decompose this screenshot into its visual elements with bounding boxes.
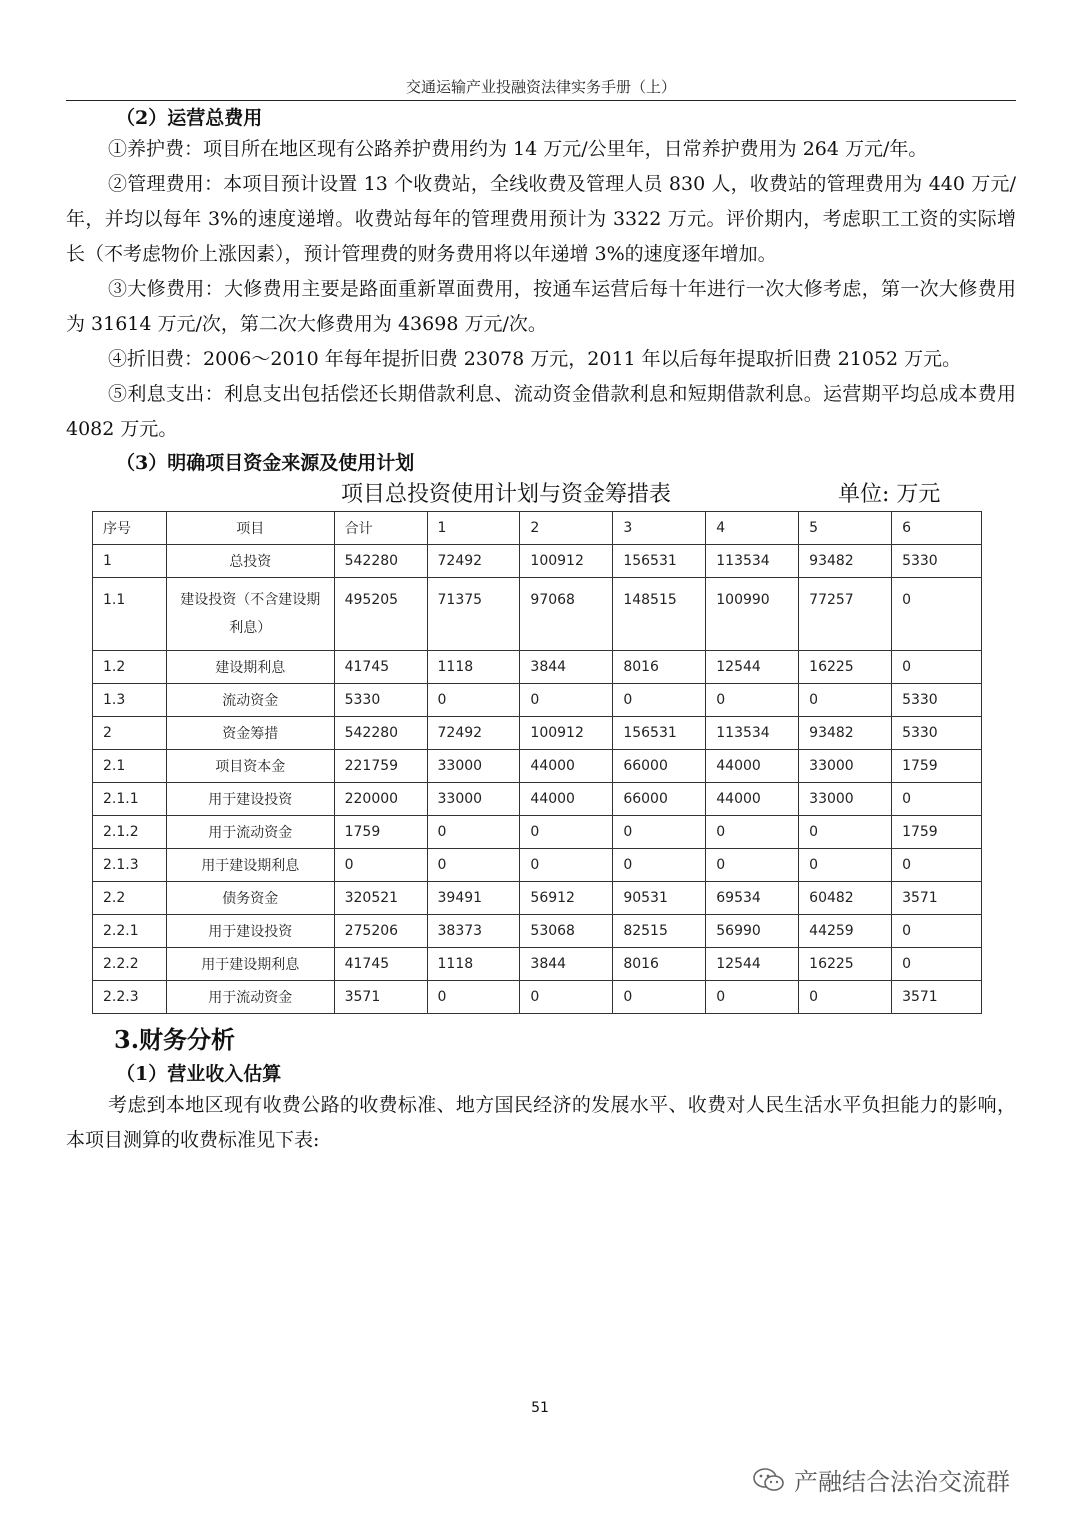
table-cell: 2.2.3 [93, 981, 167, 1014]
table-cell: 221759 [334, 750, 427, 783]
table-cell: 0 [799, 684, 892, 717]
table-cell: 1.2 [93, 651, 167, 684]
table-cell: 33000 [427, 750, 520, 783]
table-cell: 1 [93, 545, 167, 578]
table-cell: 2.1.2 [93, 816, 167, 849]
table-row [93, 882, 982, 915]
table-cell: 2 [93, 717, 167, 750]
table-cell: 69534 [706, 882, 799, 915]
table-cell: 56912 [520, 882, 613, 915]
table-cell: 2.1 [93, 750, 167, 783]
table-cell: 66000 [613, 750, 706, 783]
table-cell: 3844 [520, 948, 613, 981]
table-cell: 100912 [520, 545, 613, 578]
table-header-cell: 6 [892, 512, 982, 545]
paragraph-interest: ⑤利息支出：利息支出包括偿还长期借款利息、流动资金借款利息和短期借款利息。运营期平均总成本费用 4082 万元。 [66, 383, 1016, 440]
table-header-cell: 合计 [334, 512, 427, 545]
wechat-icon [752, 1466, 786, 1494]
table-row [93, 816, 982, 849]
paragraph-toll-standard: 考虑到本地区现有收费公路的收费标准、地方国民经济的发展水平、收费对人民生活水平负担能力的影响，本项目测算的收费标准见下表: [66, 1094, 1016, 1151]
watermark [752, 1462, 1010, 1497]
table-cell: 148515 [613, 578, 706, 651]
table-cell: 2.2.1 [93, 915, 167, 948]
table-cell: 0 [892, 578, 982, 651]
table-cell: 用于建设投资 [166, 915, 334, 948]
table-cell: 2.2 [93, 882, 167, 915]
table-cell: 0 [706, 684, 799, 717]
table-cell: 0 [520, 684, 613, 717]
table-cell: 33000 [799, 750, 892, 783]
table-cell: 0 [892, 783, 982, 816]
heading-operating-costs: （2）运营总费用 [116, 107, 263, 129]
table-cell: 8016 [613, 948, 706, 981]
table-header-cell: 项目 [166, 512, 334, 545]
table-cell: 3571 [334, 981, 427, 1014]
table-cell: 0 [799, 849, 892, 882]
table-cell: 0 [892, 948, 982, 981]
table-cell: 77257 [799, 578, 892, 651]
table-unit: 单位: 万元 [838, 482, 941, 507]
table-header-cell: 3 [613, 512, 706, 545]
header-rule [66, 100, 1016, 101]
paragraph-management: ②管理费用：本项目预计设置 13 个收费站，全线收费及管理人员 830 人，收费站的管理费用为 440 万元/年，并均以每年 3%的速度递增。收费站每年的管理费用预计为 3322 万元。评价期内，考虑职工工资的实际增长（不考虑物价上涨因素），预计管理费的财务费用将以年递增 3%的速度逐年增加。 [66, 173, 1016, 265]
table-cell: 542280 [334, 717, 427, 750]
table-cell: 0 [427, 981, 520, 1014]
table-cell: 0 [706, 981, 799, 1014]
watermark-text: 产融结合法治交流群 [794, 1468, 1010, 1496]
page-number: 51 [531, 1400, 549, 1416]
table-cell: 5330 [892, 717, 982, 750]
table-cell: 33000 [427, 783, 520, 816]
table-cell: 82515 [613, 915, 706, 948]
table-header-cell: 4 [706, 512, 799, 545]
table-row [93, 651, 982, 684]
table-header-cell: 2 [520, 512, 613, 545]
table-header-cell: 1 [427, 512, 520, 545]
table-cell: 495205 [334, 578, 427, 651]
investment-table [92, 511, 982, 1014]
table-cell: 72492 [427, 717, 520, 750]
table-header-cell: 5 [799, 512, 892, 545]
heading-revenue-estimate: （1）营业收入估算 [116, 1063, 282, 1085]
table-cell: 12544 [706, 948, 799, 981]
table-cell: 44000 [520, 783, 613, 816]
table-cell: 220000 [334, 783, 427, 816]
table-row [93, 717, 982, 750]
paragraph-overhaul: ③大修费用：大修费用主要是路面重新罩面费用，按通车运营后每十年进行一次大修考虑，第一次大修费用为 31614 万元/次，第二次大修费用为 43698 万元/次。 [66, 278, 1016, 335]
table-cell: 93482 [799, 717, 892, 750]
table-cell: 0 [799, 816, 892, 849]
table-title: 项目总投资使用计划与资金筹措表 [341, 482, 672, 507]
table-row [93, 684, 982, 717]
table-row [93, 981, 982, 1014]
table-cell: 0 [520, 981, 613, 1014]
paragraph-maintenance: ①养护费：项目所在地区现有公路养护费用约为 14 万元/公里年，日常养护费用为 264 万元/年。 [108, 138, 928, 160]
table-cell: 项目资本金 [166, 750, 334, 783]
table-caption [66, 477, 1016, 511]
heading-financial-analysis: 3.财务分析 [114, 1025, 236, 1054]
table-cell: 1759 [892, 750, 982, 783]
table-row [93, 915, 982, 948]
table-cell: 0 [427, 816, 520, 849]
table-cell: 0 [706, 816, 799, 849]
table-cell: 5330 [334, 684, 427, 717]
table-cell: 1118 [427, 948, 520, 981]
table-cell: 97068 [520, 578, 613, 651]
table-cell: 44000 [520, 750, 613, 783]
table-cell: 用于建设期利息 [166, 948, 334, 981]
table-cell: 542280 [334, 545, 427, 578]
table-row [93, 578, 982, 651]
table-cell: 0 [334, 849, 427, 882]
table-cell: 156531 [613, 717, 706, 750]
table-cell: 流动资金 [166, 684, 334, 717]
paragraph-depreciation: ④折旧费：2006～2010 年每年提折旧费 23078 万元，2011 年以后每年提取折旧费 21052 万元。 [108, 348, 962, 370]
table-cell: 39491 [427, 882, 520, 915]
table-cell: 0 [892, 651, 982, 684]
table-cell: 1759 [892, 816, 982, 849]
table-cell: 1759 [334, 816, 427, 849]
table-cell: 275206 [334, 915, 427, 948]
table-cell: 100990 [706, 578, 799, 651]
table-cell: 0 [613, 849, 706, 882]
table-cell: 53068 [520, 915, 613, 948]
table-cell: 44000 [706, 783, 799, 816]
table-cell: 用于建设期利息 [166, 849, 334, 882]
table-cell: 3844 [520, 651, 613, 684]
table-cell: 3571 [892, 882, 982, 915]
table-cell: 建设期利息 [166, 651, 334, 684]
table-cell: 3571 [892, 981, 982, 1014]
running-header: 交通运输产业投融资法律实务手册（上） [405, 78, 676, 96]
table-cell: 1118 [427, 651, 520, 684]
table-cell: 1.1 [93, 578, 167, 651]
table-cell: 2.1.1 [93, 783, 167, 816]
table-cell: 0 [427, 849, 520, 882]
table-cell: 0 [892, 915, 982, 948]
table-cell: 8016 [613, 651, 706, 684]
table-cell: 113534 [706, 717, 799, 750]
table-cell: 0 [706, 849, 799, 882]
table-cell: 0 [520, 816, 613, 849]
table-cell: 44259 [799, 915, 892, 948]
table-cell: 0 [613, 981, 706, 1014]
table-cell: 100912 [520, 717, 613, 750]
table-row [93, 849, 982, 882]
table-cell: 5330 [892, 545, 982, 578]
table-cell: 0 [892, 849, 982, 882]
table-cell: 33000 [799, 783, 892, 816]
table-row [93, 783, 982, 816]
table-cell: 资金筹措 [166, 717, 334, 750]
table-cell: 建设投资（不含建设期利息） [166, 578, 334, 651]
table-cell: 113534 [706, 545, 799, 578]
table-cell: 5330 [892, 684, 982, 717]
table-cell: 320521 [334, 882, 427, 915]
table-cell: 用于建设投资 [166, 783, 334, 816]
table-cell: 12544 [706, 651, 799, 684]
table-cell: 56990 [706, 915, 799, 948]
table-cell: 72492 [427, 545, 520, 578]
table-cell: 0 [613, 684, 706, 717]
table-cell: 41745 [334, 948, 427, 981]
table-cell: 44000 [706, 750, 799, 783]
heading-fund-plan: （3）明确项目资金来源及使用计划 [116, 452, 415, 474]
table-row [93, 948, 982, 981]
table-cell: 156531 [613, 545, 706, 578]
table-cell: 债务资金 [166, 882, 334, 915]
table-cell: 16225 [799, 948, 892, 981]
table-cell: 用于流动资金 [166, 981, 334, 1014]
table-cell: 2.1.3 [93, 849, 167, 882]
table-cell: 41745 [334, 651, 427, 684]
table-row [93, 545, 982, 578]
table-cell: 0 [799, 981, 892, 1014]
table-row [93, 750, 982, 783]
table-header-cell: 序号 [93, 512, 167, 545]
table-cell: 0 [427, 684, 520, 717]
table-cell: 总投资 [166, 545, 334, 578]
table-header-row [93, 512, 982, 545]
table-cell: 0 [520, 849, 613, 882]
table-cell: 90531 [613, 882, 706, 915]
table-cell: 0 [613, 816, 706, 849]
table-cell: 71375 [427, 578, 520, 651]
table-cell: 1.3 [93, 684, 167, 717]
table-cell: 66000 [613, 783, 706, 816]
table-cell: 93482 [799, 545, 892, 578]
table-cell: 38373 [427, 915, 520, 948]
table-cell: 16225 [799, 651, 892, 684]
table-cell: 2.2.2 [93, 948, 167, 981]
page-content [66, 104, 1016, 1158]
table-cell: 用于流动资金 [166, 816, 334, 849]
table-cell: 60482 [799, 882, 892, 915]
